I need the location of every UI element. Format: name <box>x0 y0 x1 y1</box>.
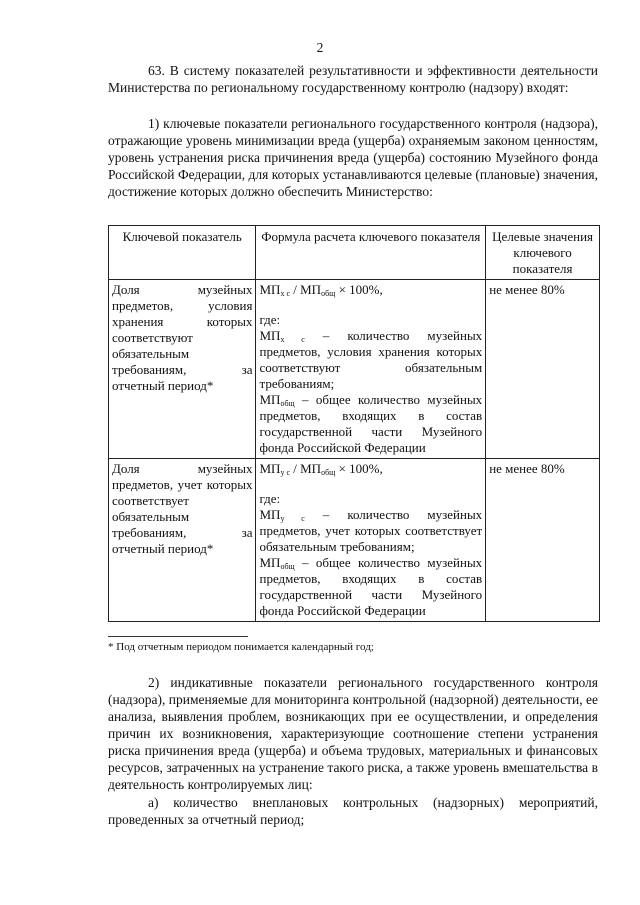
formula-tail: × 100%, <box>335 461 383 476</box>
formula-tail: × 100%, <box>335 282 383 297</box>
key-indicators-table <box>108 225 600 622</box>
header-indicator: Ключевой показатель <box>109 226 256 280</box>
header-target: Целевые значения ключевого показателя <box>486 226 600 280</box>
formula-sub: х с <box>280 335 305 344</box>
formula-mp: МП <box>259 461 281 476</box>
formula-mp: МП <box>259 328 281 343</box>
definition-text: – общее количество музейных предметов, входящих в состав государственной части Музейного фонда Российской Федерации <box>259 555 483 618</box>
formula-sub: у с <box>280 468 290 477</box>
formula-sub: х с <box>280 289 290 298</box>
formula-mp: МП <box>259 282 281 297</box>
formula-definition <box>259 507 482 555</box>
item-a-paragraph: а) количество внеплановых контрольных (надзорных) мероприятий, проведенных за отчетный период; <box>108 795 598 827</box>
definition-text: – количество музейных предметов, условия хранения которых соответствуют обязательным требованиям; <box>259 328 483 391</box>
formula-cell <box>256 280 486 459</box>
formula-definition <box>259 392 482 456</box>
intro-paragraph: 63. В систему показателей результативности и эффективности деятельности Министерства по региональному государственному контролю (надзору) входят: <box>108 63 598 95</box>
formula-mp: МП <box>259 507 281 522</box>
formula-sub: общ <box>321 289 336 298</box>
formula-sub: общ <box>280 562 295 571</box>
formula-cell <box>256 459 486 622</box>
formula-sub: общ <box>280 399 295 408</box>
indicator-cell: Доля музейных предметов, учет которых соответствует обязательным требованиям, за отчетный период* <box>109 459 256 622</box>
formula-mp: МП <box>259 392 281 407</box>
formula-where: где: <box>259 491 281 506</box>
target-cell: не менее 80% <box>486 280 600 459</box>
header-formula: Формула расчета ключевого показателя <box>256 226 486 280</box>
table-row <box>109 280 600 459</box>
formula-sub: у с <box>280 514 305 523</box>
key-indicators-paragraph: 1) ключевые показатели регионального государственного контроля (надзора), отражающие уровень минимизации вреда (ущерба) охраняемым законом ценностям, уровень устранения риска причинения вреда (ущерба) состоянию Музейного фонда Российской Федерации, для которых устанавливаются целевые (плановые) значения, достижение которых должно обеспечить Министерство: <box>108 116 598 199</box>
formula-sub: общ <box>321 468 336 477</box>
formula-mp: МП <box>259 555 281 570</box>
indicative-indicators-paragraph: 2) индикативные показатели регионального государственного контроля (надзора), применяемые для мониторинга контрольной (надзорной) деятельности, ее анализа, выявления проблем, возникающих при ее осуществлении, и определения причин их возникновения, характеризующие соотношение степени устранения риска причинения вреда (ущерба) и объема трудовых, материальных и финансовых ресурсов, затраченных на устранение такого риска, а также уровень вмешательства в деятельность контролируемых лиц: <box>108 675 598 792</box>
formula-mp: МП <box>300 282 322 297</box>
footnote-separator <box>108 636 248 637</box>
definition-text: – количество музейных предметов, учет которых соответствует обязательным требованиям; <box>259 507 483 554</box>
footnote: * Под отчетным периодом понимается календарный год; <box>108 641 374 653</box>
indicator-cell: Доля музейных предметов, условия хранения которых соответствуют обязательным требованиям, за отчетный период* <box>109 280 256 459</box>
table-row <box>109 459 600 622</box>
formula-where: где: <box>259 312 281 327</box>
formula-line: $МП_{у с} / МП_{общ} \times 100\%$, <box>259 461 383 477</box>
table-header-row <box>109 226 600 280</box>
definition-text: – общее количество музейных предметов, входящих в состав государственной части Музейного фонда Российской Федерации <box>259 392 483 455</box>
formula-definition <box>259 328 482 392</box>
page-number: 2 <box>316 40 324 55</box>
formula-definition <box>259 555 482 619</box>
target-cell: не менее 80% <box>486 459 600 622</box>
formula-line: $МП_{х с} / МП_{общ} \times 100\%$, <box>259 282 383 298</box>
formula-mp: МП <box>300 461 322 476</box>
